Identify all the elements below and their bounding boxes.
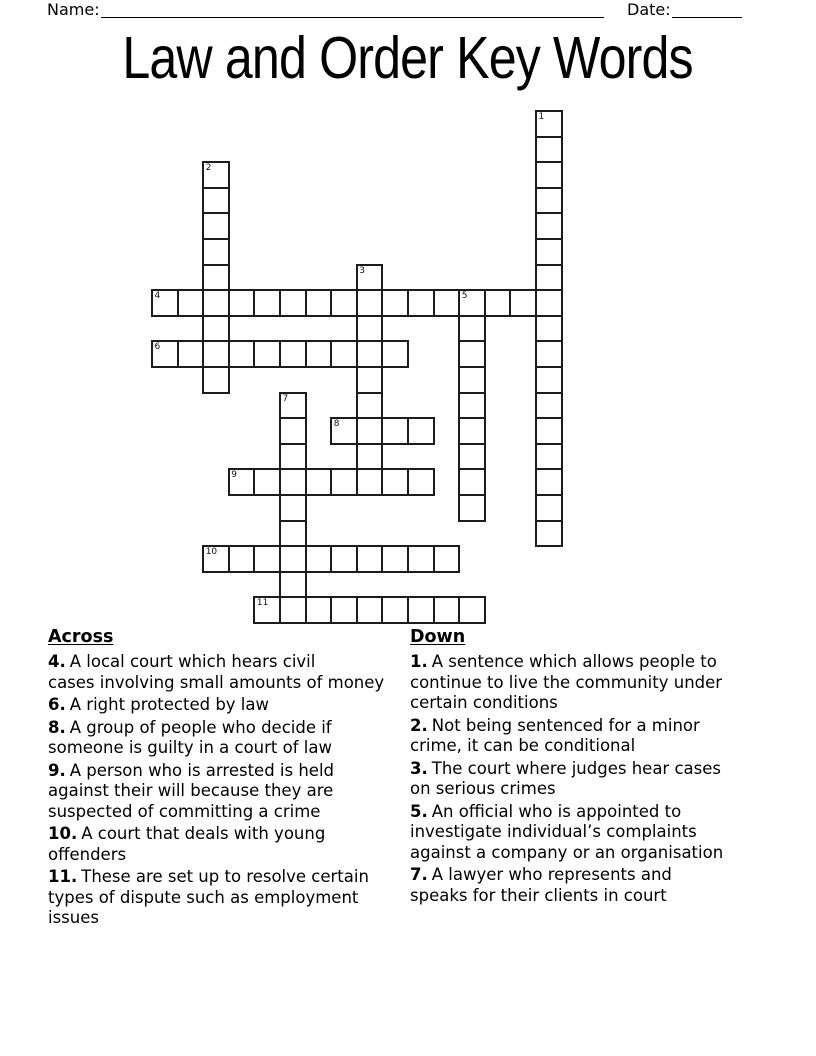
- clue-number: 9.: [48, 760, 66, 780]
- crossword-cell[interactable]: [458, 443, 486, 471]
- crossword-cell[interactable]: [535, 161, 563, 189]
- crossword-cell[interactable]: [535, 443, 563, 471]
- clue-across-8: [48, 718, 410, 759]
- crossword-cell[interactable]: [202, 238, 230, 266]
- crossword-cell[interactable]: [253, 289, 281, 317]
- crossword-cell[interactable]: [381, 289, 409, 317]
- crossword-cell[interactable]: [279, 596, 307, 624]
- clue-line: offenders: [48, 844, 127, 864]
- clue-line: 8. A group of people who decide if: [48, 717, 332, 737]
- crossword-cell[interactable]: [458, 468, 486, 496]
- crossword-cell[interactable]: [330, 340, 358, 368]
- crossword-cell[interactable]: [279, 545, 307, 573]
- crossword-cell[interactable]: [458, 340, 486, 368]
- clue-line: on serious crimes: [410, 779, 556, 798]
- crossword-cell[interactable]: [330, 417, 358, 445]
- crossword-cell[interactable]: [253, 340, 281, 368]
- clue-line: crime, it can be conditional: [410, 736, 636, 755]
- clue-number: 7.: [410, 865, 428, 884]
- clue-down-5: [410, 802, 790, 864]
- crossword-cell[interactable]: [279, 520, 307, 548]
- crossword-cell[interactable]: [228, 289, 256, 317]
- cell-number: 5: [461, 291, 468, 302]
- crossword-cell[interactable]: [407, 596, 435, 624]
- crossword-cell[interactable]: [279, 571, 307, 599]
- crossword-cell[interactable]: [305, 468, 333, 496]
- clue-across-4: [48, 652, 410, 693]
- cell-number: 11: [256, 598, 269, 609]
- crossword-cell[interactable]: [356, 366, 384, 394]
- crossword-cell[interactable]: [535, 417, 563, 445]
- down-heading: Down: [410, 627, 466, 647]
- clue-line: continue to live the community under: [410, 672, 723, 692]
- crossword-cell[interactable]: [228, 545, 256, 573]
- crossword-cell[interactable]: [279, 417, 307, 445]
- crossword-cell[interactable]: [458, 417, 486, 445]
- crossword-cell[interactable]: [458, 392, 486, 420]
- clue-down-1: [410, 652, 790, 714]
- crossword-cell[interactable]: [407, 468, 435, 496]
- crossword-cell[interactable]: [356, 315, 384, 343]
- clue-number: 3.: [410, 758, 428, 778]
- across-clue-list: [48, 652, 410, 929]
- crossword-cell[interactable]: [356, 443, 384, 471]
- date-label: Date:: [627, 0, 671, 19]
- name-label: Name:: [47, 0, 100, 19]
- crossword-cell[interactable]: [381, 545, 409, 573]
- crossword-cell[interactable]: [305, 289, 333, 317]
- crossword-cell[interactable]: [177, 289, 205, 317]
- crossword-cell[interactable]: [356, 596, 384, 624]
- clue-number: 8.: [48, 717, 66, 737]
- clue-line: cases involving small amounts of money: [48, 672, 385, 692]
- clue-number: 5.: [410, 801, 428, 821]
- crossword-cell[interactable]: [279, 289, 307, 317]
- crossword-cell[interactable]: [202, 264, 230, 292]
- crossword-cell[interactable]: [535, 187, 563, 215]
- date-blank-line[interactable]: [672, 0, 742, 18]
- crossword-cell[interactable]: [202, 545, 230, 573]
- clue-number: 2.: [410, 715, 428, 735]
- crossword-cell[interactable]: [535, 494, 563, 522]
- clue-number: 4.: [48, 652, 66, 671]
- clue-line: against their will because they are: [48, 781, 334, 800]
- clue-line: 10. A court that deals with young: [48, 824, 326, 843]
- crossword-cell[interactable]: [202, 340, 230, 368]
- crossword-cell[interactable]: [535, 212, 563, 240]
- crossword-cell[interactable]: [279, 494, 307, 522]
- clue-across-10: [48, 824, 410, 865]
- clue-line: 4. A local court which hears civil: [48, 652, 316, 671]
- crossword-cell[interactable]: [330, 596, 358, 624]
- crossword-cell[interactable]: [305, 596, 333, 624]
- crossword-cell[interactable]: [381, 417, 409, 445]
- crossword-cell[interactable]: [202, 212, 230, 240]
- crossword-cell[interactable]: [535, 366, 563, 394]
- clue-number: 6.: [48, 695, 66, 714]
- clue-line: 7. A lawyer who represents and: [410, 865, 672, 884]
- clue-down-7: [410, 865, 790, 906]
- crossword-cell[interactable]: [279, 468, 307, 496]
- crossword-cell[interactable]: [253, 545, 281, 573]
- crossword-cell[interactable]: [535, 264, 563, 292]
- page-title-text: Law and Order Key Words: [122, 25, 694, 91]
- crossword-cell[interactable]: [279, 392, 307, 420]
- crossword-cell[interactable]: [458, 289, 486, 317]
- cell-number: 10: [205, 547, 218, 558]
- clue-line: 1. A sentence which allows people to: [410, 652, 717, 671]
- clue-line: investigate individual’s complaints: [410, 822, 697, 841]
- crossword-cell[interactable]: [202, 161, 230, 189]
- crossword-cell[interactable]: [202, 315, 230, 343]
- cell-number: 7: [282, 393, 289, 404]
- clue-line: 6. A right protected by law: [48, 695, 269, 714]
- clue-line: types of dispute such as employment: [48, 887, 359, 907]
- crossword-cell[interactable]: [151, 340, 179, 368]
- crossword-cell[interactable]: [279, 443, 307, 471]
- crossword-cell[interactable]: [535, 340, 563, 368]
- crossword-cell[interactable]: [407, 289, 435, 317]
- crossword-cell[interactable]: [458, 366, 486, 394]
- crossword-cell[interactable]: [509, 289, 537, 317]
- crossword-cell[interactable]: [177, 340, 205, 368]
- crossword-cell[interactable]: [356, 545, 384, 573]
- cell-number: 9: [231, 470, 238, 481]
- clue-across-6: [48, 695, 410, 716]
- clue-line: against a company or an organisation: [410, 842, 724, 862]
- clue-down-3: [410, 759, 790, 800]
- crossword-cell[interactable]: [253, 596, 281, 624]
- cell-number: 4: [154, 291, 161, 302]
- crossword-cell[interactable]: [535, 392, 563, 420]
- crossword-cell[interactable]: [305, 545, 333, 573]
- clue-across-9: [48, 761, 410, 823]
- clue-number: 10.: [48, 824, 78, 843]
- crossword-cell[interactable]: [535, 315, 563, 343]
- page-title: [0, 26, 816, 90]
- crossword-cell[interactable]: [356, 468, 384, 496]
- clue-line: 9. A person who is arrested is held: [48, 760, 335, 780]
- crossword-cell[interactable]: [202, 289, 230, 317]
- crossword-cell[interactable]: [535, 289, 563, 317]
- clue-line: issues: [48, 908, 99, 927]
- clue-line: 2. Not being sentenced for a minor: [410, 715, 700, 735]
- clue-line: suspected of committing a crime: [48, 801, 321, 821]
- crossword-cell[interactable]: [279, 340, 307, 368]
- crossword-cell[interactable]: [356, 289, 384, 317]
- crossword-cell[interactable]: [202, 366, 230, 394]
- crossword-cell[interactable]: [458, 315, 486, 343]
- clue-number: 11.: [48, 867, 78, 886]
- crossword-cell[interactable]: [535, 238, 563, 266]
- crossword-cell[interactable]: [535, 136, 563, 164]
- crossword-cell[interactable]: [407, 545, 435, 573]
- crossword-cell[interactable]: [433, 596, 461, 624]
- crossword-cell[interactable]: [228, 468, 256, 496]
- crossword-cell[interactable]: [535, 520, 563, 548]
- crossword-cell[interactable]: [330, 545, 358, 573]
- clue-line: 5. An official who is appointed to: [410, 801, 682, 821]
- crossword-cell[interactable]: [484, 289, 512, 317]
- crossword-cell[interactable]: [356, 392, 384, 420]
- crossword-cell[interactable]: [381, 596, 409, 624]
- cell-number: 1: [538, 112, 545, 122]
- crossword-cell[interactable]: [253, 468, 281, 496]
- crossword-cell[interactable]: [433, 289, 461, 317]
- crossword-cell[interactable]: [228, 340, 256, 368]
- crossword-cell[interactable]: [381, 468, 409, 496]
- crossword-cell[interactable]: [202, 187, 230, 215]
- crossword-cell[interactable]: [458, 596, 486, 624]
- cell-number: 8: [333, 419, 340, 430]
- cell-number: 3: [359, 265, 366, 276]
- clue-line: speaks for their clients in court: [410, 885, 667, 905]
- across-heading: Across: [48, 627, 114, 647]
- crossword-cell[interactable]: [330, 468, 358, 496]
- clue-line: certain conditions: [410, 693, 558, 712]
- cell-number: 2: [205, 163, 212, 174]
- clue-across-11: [48, 867, 410, 929]
- crossword-cell[interactable]: [535, 468, 563, 496]
- crossword-cell[interactable]: [381, 340, 409, 368]
- crossword-cell[interactable]: [356, 340, 384, 368]
- crossword-cell[interactable]: [433, 545, 461, 573]
- crossword-cell[interactable]: [458, 494, 486, 522]
- clue-line: someone is guilty in a court of law: [48, 738, 332, 757]
- crossword-cell[interactable]: [305, 340, 333, 368]
- crossword-cell[interactable]: [535, 110, 563, 138]
- down-clues-section: [410, 627, 790, 908]
- down-clue-list: [410, 652, 790, 906]
- crossword-cell[interactable]: [330, 289, 358, 317]
- clue-line: 3. The court where judges hear cases: [410, 758, 721, 778]
- crossword-cell[interactable]: [407, 417, 435, 445]
- across-clues-section: [48, 627, 410, 931]
- clue-down-2: [410, 716, 790, 757]
- crossword-cell[interactable]: [151, 289, 179, 317]
- clue-line: 11. These are set up to resolve certain: [48, 867, 369, 886]
- cell-number: 6: [154, 342, 161, 353]
- name-blank-line[interactable]: [101, 0, 604, 18]
- crossword-cell[interactable]: [356, 417, 384, 445]
- clue-number: 1.: [410, 652, 428, 671]
- crossword-cell[interactable]: [356, 264, 384, 292]
